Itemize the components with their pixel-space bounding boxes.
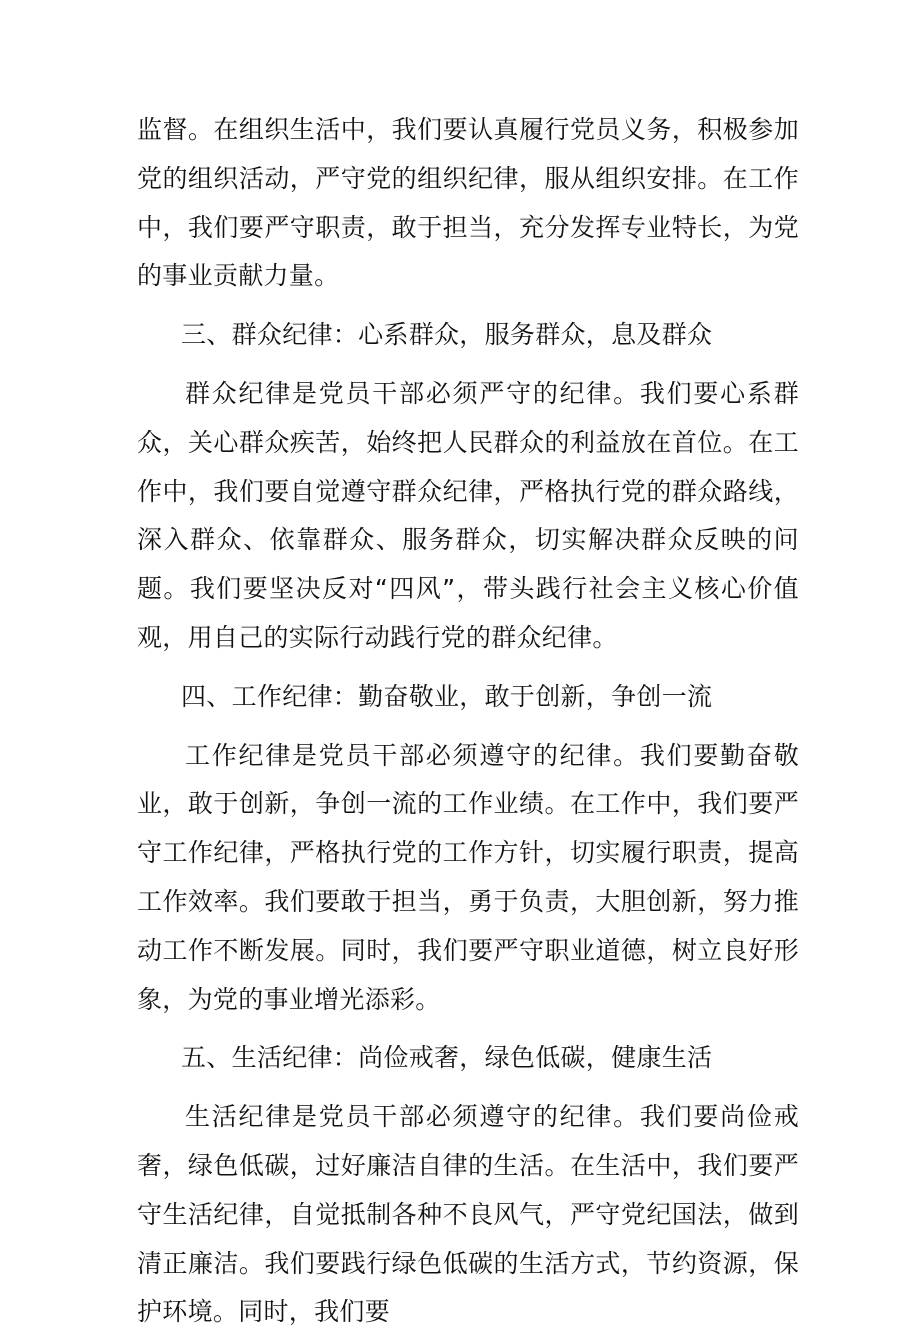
spacer: [137, 1083, 799, 1093]
spacer: [137, 663, 799, 673]
document-page: [137, 106, 799, 1337]
spacer: [137, 722, 799, 732]
section-4-heading: 四、工作纪律：勤奋敬业，敢于创新，争创一流: [181, 681, 713, 711]
section-5-body: 生活纪律是党员干部必须遵守的纪律。我们要尚俭戒奢，绿色低碳，过好廉洁自律的生活。在生活中，我们要严守生活纪律，自觉抵制各种不良风气，严守党纪国法，做到清正廉洁。我们要践行绿色低碳的生活方式，节约资源，保护环境。同时，我们要: [137, 1102, 799, 1327]
spacer: [137, 301, 799, 311]
spacer: [137, 1024, 799, 1034]
spacer: [137, 360, 799, 370]
section-4-body: 工作纪律是党员干部必须遵守的纪律。我们要勤奋敬业，敢于创新，争创一流的工作业绩。在工作中，我们要严守工作纪律，严格执行党的工作方针，切实履行职责，提高工作效率。我们要敢于担当，勇于负责，大胆创新，努力推动工作不断发展。同时，我们要严守职业道德，树立良好形象，为党的事业增光添彩。: [137, 740, 799, 1014]
section-3-body: 群众纪律是党员干部必须严守的纪律。我们要心系群众，关心群众疾苦，始终把人民群众的利益放在首位。在工作中，我们要自觉遵守群众纪律，严格执行党的群众路线，深入群众、依靠群众、服务群众，切实解决群众反映的问题。我们要坚决反对“四风”，带头践行社会主义核心价值观，用自己的实际行动践行党的群众纪律。: [137, 378, 799, 652]
paragraph-continuation: 监督。在组织生活中，我们要认真履行党员义务，积极参加党的组织活动，严守党的组织纪律，服从组织安排。在工作中，我们要严守职责，敢于担当，充分发挥专业特长，为党的事业贡献力量。: [137, 115, 799, 291]
section-3-heading: 三、群众纪律：心系群众，服务群众，息及群众: [181, 320, 713, 350]
section-5-heading: 五、生活纪律：尚俭戒奢，绿色低碳，健康生活: [181, 1043, 713, 1073]
